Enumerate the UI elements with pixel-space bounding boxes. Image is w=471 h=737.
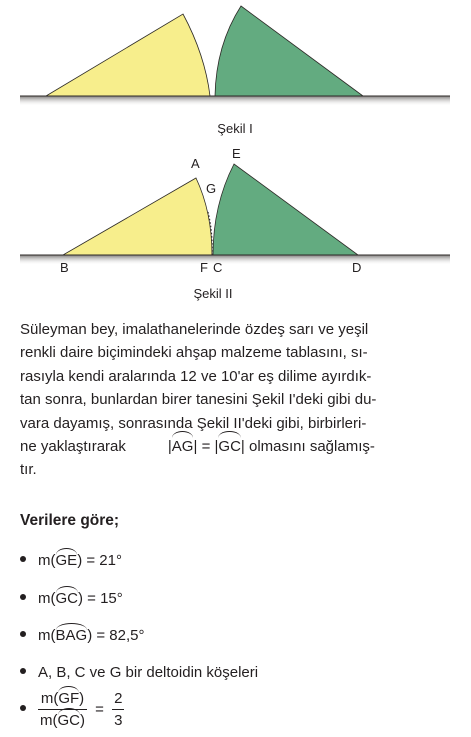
label-c: C bbox=[213, 260, 223, 275]
section-heading: Verilere göre; bbox=[20, 512, 120, 529]
paragraph-line-6-end: olmasını sağlamış- bbox=[248, 438, 375, 456]
problem-paragraph bbox=[20, 318, 460, 482]
paragraph-line-3: rasıyla kendi aralarında 12 ve 10'ar eş dilime ayırdık- bbox=[20, 367, 372, 385]
bullet-text: ) bbox=[80, 712, 85, 729]
arc-ag: AG bbox=[172, 435, 194, 458]
bullet-item-4 bbox=[20, 664, 258, 681]
bullet-text: ) bbox=[79, 690, 85, 707]
bullet-text: A, B, C ve G bir deltoidin köşeleri bbox=[38, 664, 259, 681]
paragraph-line-6 bbox=[20, 435, 460, 458]
bullet-dot bbox=[20, 631, 26, 637]
paragraph-line-2: renkli daire biçimindeki ahşap malzeme tablasını, sı- bbox=[20, 344, 368, 362]
bullet-text: ) = 82,5° bbox=[87, 627, 145, 644]
caption-figure-2: Şekil II bbox=[193, 286, 233, 301]
fraction-arcs bbox=[38, 690, 87, 729]
bullet-dot bbox=[20, 594, 26, 600]
figure-1 bbox=[20, 6, 450, 106]
paragraph-line-1: Süleyman bey, imalathanelerinde özdeş sarı ve yeşil bbox=[20, 321, 369, 338]
fraction-numerator bbox=[38, 690, 87, 710]
bullet-text: m( bbox=[40, 690, 59, 707]
bullet-dot bbox=[20, 705, 26, 711]
ground-fig2 bbox=[20, 255, 450, 265]
fraction-denominator bbox=[38, 710, 87, 729]
bullet-item-1 bbox=[20, 552, 122, 569]
bullet-text: ) = 21° bbox=[77, 552, 122, 569]
label-g: G bbox=[206, 181, 217, 196]
equals-sign: = bbox=[95, 701, 104, 718]
paragraph-line-4: tan sonra, bunlardan birer tanesini Şekil I'deki gibi du- bbox=[20, 391, 377, 409]
arc-gc: GC bbox=[57, 712, 80, 729]
label-b: B bbox=[60, 260, 69, 275]
label-f: F bbox=[200, 260, 208, 275]
paragraph-line-7: tır. bbox=[20, 461, 37, 479]
bullet-text: m( bbox=[38, 552, 56, 569]
equals-sign: = bbox=[201, 438, 211, 456]
abs-bar: | bbox=[214, 438, 219, 456]
bullet-item-2 bbox=[20, 590, 123, 607]
bullet-text: ) = 15° bbox=[78, 590, 123, 607]
arc-ge: GE bbox=[55, 552, 78, 569]
paragraph-line-5: vara dayamış, sonrasında Şekil II'deki gibi, birbirleri- bbox=[20, 414, 367, 432]
ground-fig1 bbox=[20, 96, 450, 106]
figure-2 bbox=[20, 164, 450, 265]
caption-figure-1: Şekil I bbox=[217, 121, 253, 136]
bullet-item-5 bbox=[20, 690, 124, 729]
ratio-numerator: 2 bbox=[112, 690, 124, 710]
bullet-text: m( bbox=[40, 712, 58, 729]
ratio-denominator: 3 bbox=[114, 712, 123, 729]
figures bbox=[0, 0, 471, 310]
arc-gc: GC bbox=[55, 590, 78, 607]
paragraph-line-6-start: ne yaklaştırarak bbox=[20, 438, 126, 456]
label-a: A bbox=[191, 156, 200, 171]
green-slice-fig1 bbox=[215, 6, 363, 96]
arc-bag: BAG bbox=[55, 627, 88, 644]
abs-bar: | bbox=[167, 438, 172, 456]
green-slice-fig2 bbox=[213, 164, 358, 255]
bullet-dot bbox=[20, 668, 26, 674]
arc-gc: GC bbox=[218, 435, 241, 458]
arc-gf: GF bbox=[58, 690, 80, 707]
yellow-slice-fig1 bbox=[46, 14, 210, 96]
bullet-item-3 bbox=[20, 627, 144, 644]
yellow-slice-fig2 bbox=[63, 178, 212, 255]
abs-bar: | bbox=[240, 438, 245, 456]
label-e: E bbox=[232, 146, 241, 161]
fraction-ratio bbox=[112, 690, 124, 729]
label-d: D bbox=[352, 260, 362, 275]
bullet-dot bbox=[20, 556, 26, 562]
bullet-text: m( bbox=[38, 627, 56, 644]
abs-bar: | bbox=[193, 438, 198, 456]
bullet-text: m( bbox=[38, 590, 56, 607]
